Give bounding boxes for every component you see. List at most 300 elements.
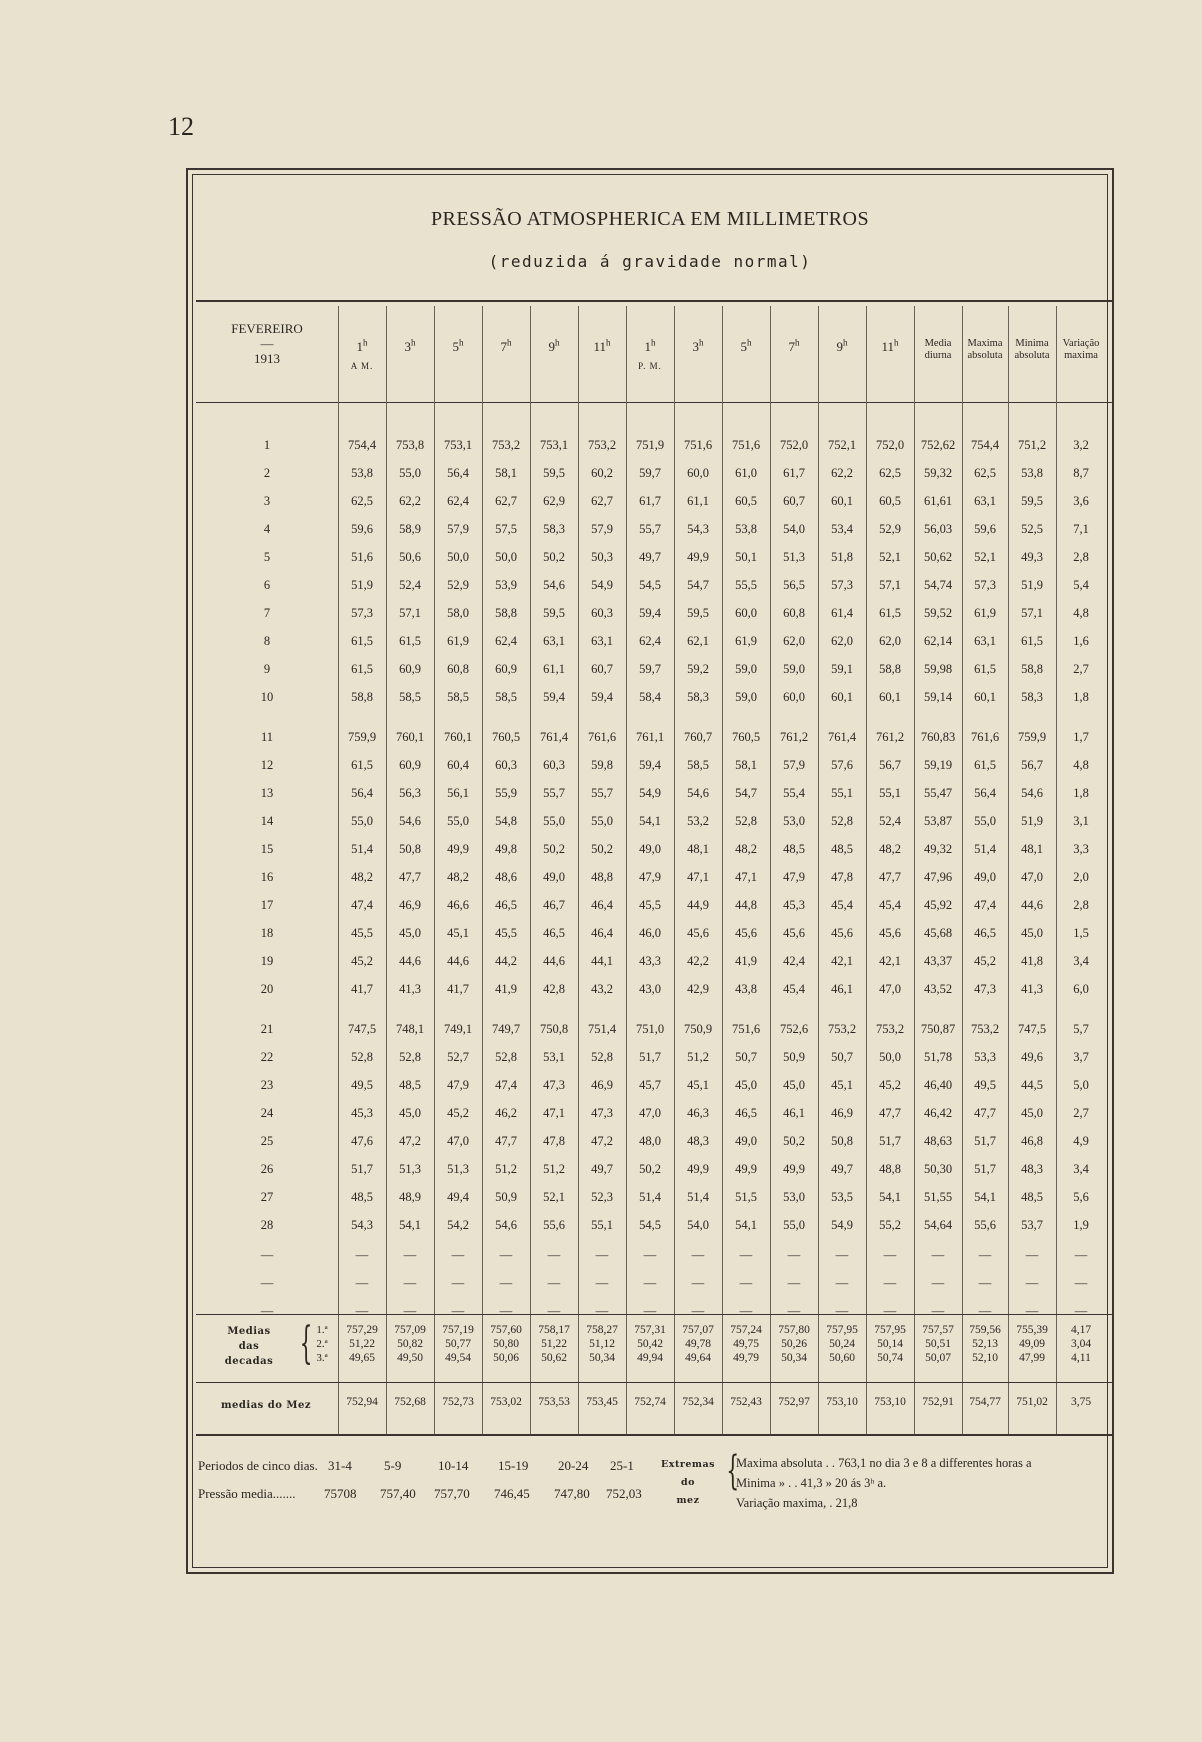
empty-dash: —	[260, 1248, 274, 1262]
footer-periodos-label: Periodos de cinco dias.	[198, 1458, 318, 1473]
data-cell: 59,0	[735, 662, 757, 676]
data-cell: 62,5	[879, 466, 901, 480]
day-number: 20	[260, 982, 274, 996]
data-cell: 8,7	[1073, 466, 1089, 480]
data-cell: 749,1	[443, 1022, 473, 1036]
data-cell: 41,3	[1021, 982, 1043, 996]
data-cell: 48,2	[351, 870, 373, 884]
data-cell: 55,7	[591, 786, 613, 800]
title-rule	[196, 300, 1112, 302]
data-cell: 50,3	[591, 550, 613, 564]
data-cell: 749,7	[491, 1022, 521, 1036]
data-cell: 759,9	[347, 730, 377, 744]
header-hour-label: 7$^h$	[500, 338, 512, 355]
mez-value: 752,34	[682, 1396, 714, 1408]
data-cell: 51,2	[687, 1050, 709, 1064]
mez-value: 752,97	[778, 1396, 810, 1408]
data-cell: 748,1	[395, 1022, 425, 1036]
data-cell: 54,1	[974, 1190, 996, 1204]
data-cell: 59,4	[591, 690, 613, 704]
mez-value: 753,10	[826, 1396, 858, 1408]
data-cell: 48,1	[687, 842, 709, 856]
header-rule	[196, 402, 1112, 403]
data-cell: 49,32	[923, 842, 953, 856]
data-cell: 50,7	[831, 1050, 853, 1064]
data-cell: 61,5	[351, 634, 373, 648]
data-cell: 58,0	[447, 606, 469, 620]
data-cell: 46,9	[831, 1106, 853, 1120]
data-cell: 43,3	[639, 954, 661, 968]
data-cell: 54,9	[639, 786, 661, 800]
data-cell: 48,5	[1021, 1190, 1043, 1204]
data-cell: 53,8	[735, 522, 757, 536]
data-cell: 1,9	[1073, 1218, 1089, 1232]
data-cell: 53,0	[783, 814, 805, 828]
data-cell: 56,7	[1021, 758, 1043, 772]
day-number: 3	[263, 494, 271, 508]
data-cell: 45,4	[831, 898, 853, 912]
empty-dash: —	[547, 1276, 561, 1290]
empty-dash: —	[835, 1304, 849, 1318]
data-cell: 55,47	[923, 786, 953, 800]
data-cell: 47,0	[879, 982, 901, 996]
data-cell: 46,42	[923, 1106, 953, 1120]
decada-value: 50,42	[637, 1338, 663, 1350]
data-cell: 760,5	[491, 730, 521, 744]
data-cell: 52,9	[447, 578, 469, 592]
data-cell: 51,8	[831, 550, 853, 564]
data-cell: 51,7	[639, 1050, 661, 1064]
empty-dash: —	[883, 1304, 897, 1318]
data-cell: 62,7	[495, 494, 517, 508]
data-cell: 59,0	[735, 690, 757, 704]
data-cell: 49,9	[783, 1162, 805, 1176]
decada-mark: 2.ª	[316, 1338, 328, 1350]
data-cell: 50,2	[639, 1162, 661, 1176]
data-cell: 58,4	[639, 690, 661, 704]
data-cell: 45,4	[783, 982, 805, 996]
data-cell: 58,5	[495, 690, 517, 704]
data-cell: 48,9	[399, 1190, 421, 1204]
decada-value: 49,65	[349, 1352, 375, 1364]
mez-value: 753,53	[538, 1396, 570, 1408]
data-cell: 63,1	[974, 634, 996, 648]
data-cell: 60,9	[495, 662, 517, 676]
data-cell: 41,7	[351, 982, 373, 996]
data-cell: 59,5	[543, 466, 565, 480]
data-cell: 60,9	[399, 662, 421, 676]
data-cell: 45,1	[831, 1078, 853, 1092]
data-cell: 51,7	[351, 1162, 373, 1176]
data-cell: 44,9	[687, 898, 709, 912]
header-hour-label: 3$^h$	[692, 338, 704, 355]
decada-value: 50,34	[589, 1352, 615, 1364]
data-cell: 50,2	[783, 1134, 805, 1148]
data-cell: 47,0	[1021, 870, 1043, 884]
data-cell: 47,7	[879, 870, 901, 884]
data-cell: 53,87	[923, 814, 953, 828]
header-variacao: Variação maxima	[1062, 338, 1100, 362]
empty-dash: —	[978, 1304, 992, 1318]
data-cell: 62,4	[639, 634, 661, 648]
header-hour	[530, 338, 578, 355]
header-hour	[722, 338, 770, 355]
header-maxima: Maxima absoluta	[967, 338, 1003, 362]
decada-value: 49,50	[397, 1352, 423, 1364]
data-cell: 45,0	[735, 1078, 757, 1092]
data-cell: 46,0	[639, 926, 661, 940]
data-cell: 52,7	[447, 1050, 469, 1064]
data-cell: 51,7	[879, 1134, 901, 1148]
data-cell: 45,68	[923, 926, 953, 940]
data-cell: 48,3	[1021, 1162, 1043, 1176]
header-hour	[482, 338, 530, 355]
periodo-value: 31-4	[328, 1458, 352, 1473]
data-cell: 58,1	[495, 466, 517, 480]
data-cell: 60,0	[735, 606, 757, 620]
data-cell: 51,3	[399, 1162, 421, 1176]
data-cell: 61,7	[783, 466, 805, 480]
data-cell: 54,6	[687, 786, 709, 800]
header-minima: Minima absoluta	[1014, 338, 1050, 362]
data-cell: 45,4	[879, 898, 901, 912]
data-cell: 1,8	[1073, 786, 1089, 800]
data-cell: 60,7	[783, 494, 805, 508]
data-cell: 47,2	[399, 1134, 421, 1148]
header-hour	[770, 338, 818, 355]
decada-value: 4,11	[1071, 1352, 1091, 1364]
data-cell: 753,2	[970, 1022, 1000, 1036]
data-cell: 49,3	[1021, 550, 1043, 564]
data-cell: 46,9	[591, 1078, 613, 1092]
data-cell: 47,4	[974, 898, 996, 912]
data-cell: 44,6	[399, 954, 421, 968]
day-number: 4	[263, 522, 271, 536]
footer-bracket: {	[726, 1448, 740, 1494]
data-cell: 41,9	[735, 954, 757, 968]
day-number: 10	[260, 690, 274, 704]
empty-dash: —	[691, 1304, 705, 1318]
data-cell: 45,0	[399, 1106, 421, 1120]
data-cell: 760,7	[683, 730, 713, 744]
data-cell: 50,6	[399, 550, 421, 564]
footer-extremas-minima: Minima » . . 41,3 » 20 ás 3ʰ a.	[736, 1476, 887, 1490]
data-cell: 45,1	[447, 926, 469, 940]
data-cell: 48,5	[351, 1190, 373, 1204]
data-cell: 760,5	[731, 730, 761, 744]
data-cell: 45,6	[735, 926, 757, 940]
data-cell: 53,8	[351, 466, 373, 480]
mez-value: 753,10	[874, 1396, 906, 1408]
data-cell: 49,6	[1021, 1050, 1043, 1064]
decada-value: 50,24	[829, 1338, 855, 1350]
data-cell: 56,7	[879, 758, 901, 772]
data-cell: 52,9	[879, 522, 901, 536]
data-cell: 61,5	[879, 606, 901, 620]
data-cell: 60,0	[687, 466, 709, 480]
data-cell: 47,0	[639, 1106, 661, 1120]
data-cell: 60,3	[591, 606, 613, 620]
data-cell: 45,6	[831, 926, 853, 940]
data-cell: 60,5	[879, 494, 901, 508]
data-cell: 55,2	[879, 1218, 901, 1232]
data-cell: 3,2	[1073, 438, 1089, 452]
data-cell: 57,9	[783, 758, 805, 772]
data-cell: 55,0	[351, 814, 373, 828]
data-cell: 61,61	[923, 494, 953, 508]
data-cell: 48,2	[879, 842, 901, 856]
extremas-label-line: do	[681, 1477, 695, 1489]
data-cell: 50,0	[495, 550, 517, 564]
decada-value: 49,78	[685, 1338, 711, 1350]
data-cell: 53,3	[974, 1050, 996, 1064]
data-cell: 1,6	[1073, 634, 1089, 648]
data-cell: 58,5	[687, 758, 709, 772]
empty-dash: —	[883, 1276, 897, 1290]
header-hour	[626, 338, 674, 372]
mez-value: 753,45	[586, 1396, 618, 1408]
data-cell: 52,4	[399, 578, 421, 592]
data-cell: 57,3	[974, 578, 996, 592]
data-cell: 44,8	[735, 898, 757, 912]
data-cell: 53,4	[831, 522, 853, 536]
data-cell: 3,6	[1073, 494, 1089, 508]
data-cell: 59,14	[923, 690, 953, 704]
mez-value: 752,68	[394, 1396, 426, 1408]
data-cell: 751,6	[731, 438, 761, 452]
data-cell: 55,4	[783, 786, 805, 800]
data-cell: 55,0	[447, 814, 469, 828]
data-cell: 760,1	[443, 730, 473, 744]
data-cell: 45,92	[923, 898, 953, 912]
data-cell: 753,8	[395, 438, 425, 452]
periodo-value: 15-19	[498, 1458, 529, 1473]
data-cell: 49,9	[735, 1162, 757, 1176]
data-cell: 43,0	[639, 982, 661, 996]
data-cell: 44,6	[447, 954, 469, 968]
mez-value: 752,73	[442, 1396, 474, 1408]
data-cell: 752,0	[875, 438, 905, 452]
data-cell: 63,1	[543, 634, 565, 648]
decadas-label	[204, 1324, 294, 1369]
data-cell: 56,4	[974, 786, 996, 800]
pressao-value: 75708	[324, 1486, 357, 1501]
data-cell: 3,4	[1073, 1162, 1089, 1176]
decada-value: 757,24	[730, 1324, 762, 1336]
data-cell: 54,1	[399, 1218, 421, 1232]
data-cell: 58,3	[687, 690, 709, 704]
empty-dash: —	[643, 1276, 657, 1290]
header-dash: —	[260, 335, 274, 351]
empty-dash: —	[595, 1276, 609, 1290]
decadas-label-line: das	[238, 1341, 260, 1352]
data-cell: 752,6	[779, 1022, 809, 1036]
data-cell: 46,5	[735, 1106, 757, 1120]
data-cell: 46,6	[447, 898, 469, 912]
data-cell: 747,5	[347, 1022, 377, 1036]
periodo-value: 10-14	[438, 1458, 469, 1473]
day-number: 12	[260, 758, 274, 772]
data-cell: 50,2	[591, 842, 613, 856]
decada-value: 759,56	[969, 1324, 1001, 1336]
data-cell: 754,4	[347, 438, 377, 452]
empty-dash: —	[931, 1304, 945, 1318]
data-cell: 47,8	[831, 870, 853, 884]
data-cell: 752,62	[920, 438, 956, 452]
data-cell: 761,2	[779, 730, 809, 744]
data-cell: 47,3	[974, 982, 996, 996]
data-cell: 52,1	[543, 1190, 565, 1204]
decada-value: 50,74	[877, 1352, 903, 1364]
data-cell: 60,2	[591, 466, 613, 480]
data-cell: 55,9	[495, 786, 517, 800]
empty-dash: —	[787, 1276, 801, 1290]
empty-dash: —	[499, 1248, 513, 1262]
data-cell: 50,30	[923, 1162, 953, 1176]
data-cell: 747,5	[1017, 1022, 1047, 1036]
data-cell: 53,2	[687, 814, 709, 828]
data-cell: 49,9	[687, 1162, 709, 1176]
data-cell: 50,8	[399, 842, 421, 856]
data-cell: 59,7	[639, 466, 661, 480]
data-cell: 42,8	[543, 982, 565, 996]
data-cell: 46,1	[831, 982, 853, 996]
decada-value: 51,22	[541, 1338, 567, 1350]
data-cell: 61,5	[1021, 634, 1043, 648]
data-cell: 54,1	[639, 814, 661, 828]
header-hour-label: 1$^h$	[356, 338, 368, 355]
empty-dash: —	[787, 1248, 801, 1262]
data-cell: 54,2	[447, 1218, 469, 1232]
mez-value: 753,02	[490, 1396, 522, 1408]
data-cell: 753,1	[443, 438, 473, 452]
data-cell: 55,7	[543, 786, 565, 800]
data-cell: 59,1	[831, 662, 853, 676]
periodo-value: 25-1	[610, 1458, 634, 1473]
data-cell: 54,7	[735, 786, 757, 800]
data-cell: 55,1	[591, 1218, 613, 1232]
data-cell: 5,4	[1073, 578, 1089, 592]
data-cell: 62,5	[974, 466, 996, 480]
data-cell: 46,9	[399, 898, 421, 912]
data-cell: 57,1	[399, 606, 421, 620]
periodo-value: 5-9	[384, 1458, 402, 1473]
data-cell: 43,52	[923, 982, 953, 996]
data-cell: 59,19	[923, 758, 953, 772]
data-cell: 54,6	[1021, 786, 1043, 800]
data-cell: 45,5	[639, 898, 661, 912]
decada-value: 50,60	[829, 1352, 855, 1364]
data-cell: 3,4	[1073, 954, 1089, 968]
header-hour	[338, 338, 386, 372]
header-hour-label: 9$^h$	[836, 338, 848, 355]
data-cell: 6,0	[1073, 982, 1089, 996]
data-cell: 54,0	[687, 1218, 709, 1232]
data-cell: 59,32	[923, 466, 953, 480]
data-cell: 59,2	[687, 662, 709, 676]
data-cell: 48,6	[495, 870, 517, 884]
decada-value: 4,17	[1070, 1324, 1092, 1336]
data-cell: 45,6	[783, 926, 805, 940]
data-cell: 47,3	[591, 1106, 613, 1120]
data-cell: 45,2	[447, 1106, 469, 1120]
day-number: 1	[263, 438, 271, 452]
data-cell: 51,7	[974, 1162, 996, 1176]
decada-value: 757,60	[490, 1324, 522, 1336]
day-number: 21	[260, 1022, 274, 1036]
decada-value: 50,51	[925, 1338, 951, 1350]
mez-value: 752,91	[922, 1396, 954, 1408]
data-cell: 57,1	[879, 578, 901, 592]
data-cell: 50,1	[735, 550, 757, 564]
empty-dash: —	[835, 1248, 849, 1262]
empty-dash: —	[355, 1304, 369, 1318]
data-cell: 51,9	[351, 578, 373, 592]
data-cell: 45,0	[783, 1078, 805, 1092]
data-cell: 49,5	[974, 1078, 996, 1092]
decadas-top-rule	[196, 1314, 1112, 1315]
data-cell: 45,2	[974, 954, 996, 968]
day-number: 18	[260, 926, 274, 940]
empty-dash: —	[595, 1248, 609, 1262]
data-cell: 49,0	[639, 842, 661, 856]
data-cell: 50,7	[735, 1050, 757, 1064]
mez-value: 752,43	[730, 1396, 762, 1408]
data-cell: 47,7	[399, 870, 421, 884]
footer-extremas-maxima: Maxima absoluta . . 763,1 no dia 3 e 8 a differentes horas a	[736, 1456, 1032, 1470]
data-cell: 62,0	[783, 634, 805, 648]
data-cell: 3,1	[1073, 814, 1089, 828]
data-cell: 752,1	[827, 438, 857, 452]
mez-value: 751,02	[1016, 1396, 1048, 1408]
data-cell: 45,3	[351, 1106, 373, 1120]
empty-dash: —	[1025, 1276, 1039, 1290]
data-cell: 4,9	[1073, 1134, 1089, 1148]
header-hour-label: 5$^h$	[740, 338, 752, 355]
data-cell: 5,7	[1073, 1022, 1089, 1036]
empty-dash: —	[403, 1276, 417, 1290]
decada-value: 758,17	[538, 1324, 570, 1336]
data-cell: 50,62	[923, 550, 953, 564]
data-cell: 51,5	[735, 1190, 757, 1204]
data-cell: 761,1	[635, 730, 665, 744]
data-cell: 50,0	[879, 1050, 901, 1064]
decada-mark: 1.ª	[316, 1324, 328, 1336]
data-cell: 751,6	[683, 438, 713, 452]
mez-value: 752,94	[346, 1396, 378, 1408]
data-cell: 5,6	[1073, 1190, 1089, 1204]
data-cell: 58,3	[1021, 690, 1043, 704]
data-cell: 58,8	[351, 690, 373, 704]
decada-value: 52,10	[972, 1352, 998, 1364]
day-number: 22	[260, 1050, 274, 1064]
data-cell: 59,5	[1021, 494, 1043, 508]
day-number: 11	[260, 730, 274, 744]
data-cell: 62,0	[831, 634, 853, 648]
header-hour	[578, 338, 626, 355]
data-cell: 52,8	[351, 1050, 373, 1064]
data-cell: 2,7	[1073, 662, 1089, 676]
data-cell: 60,7	[591, 662, 613, 676]
mez-value: 3,75	[1070, 1396, 1092, 1408]
header-hour-label: 1$^h$	[644, 338, 656, 355]
data-cell: 46,7	[543, 898, 565, 912]
data-cell: 51,3	[783, 550, 805, 564]
data-cell: 42,1	[831, 954, 853, 968]
empty-dash: —	[403, 1248, 417, 1262]
data-cell: 59,4	[639, 606, 661, 620]
data-cell: 761,4	[827, 730, 857, 744]
